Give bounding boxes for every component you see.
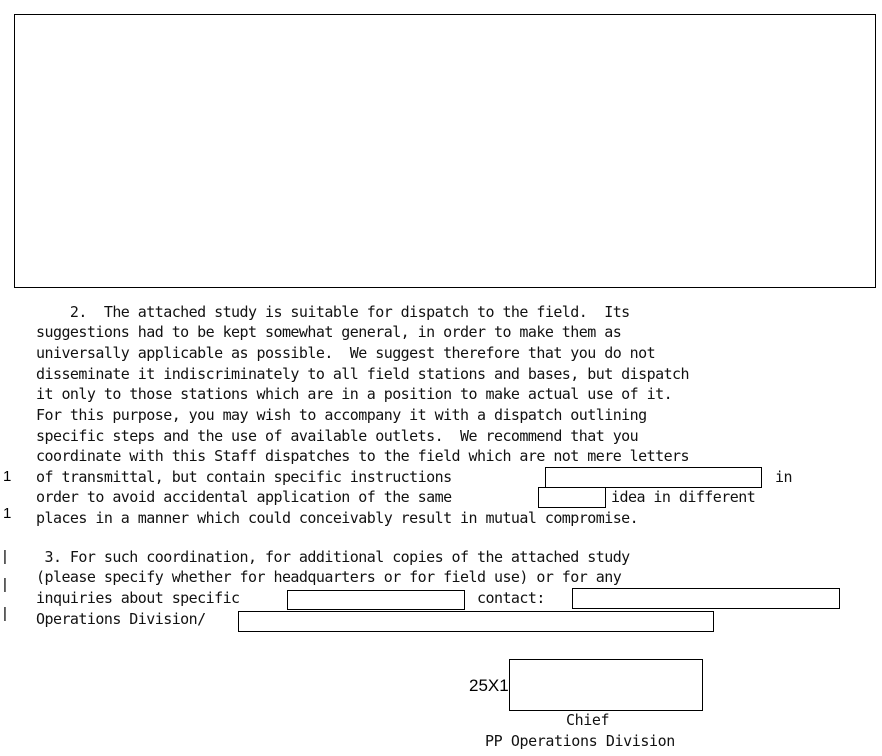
margin-mark-5: | (3, 605, 7, 622)
redaction-instructions (545, 467, 762, 488)
paragraph-2-line-5: it only to those stations which are in a position to make actual use of it. (36, 385, 673, 403)
paragraph-3-line-3-contact: contact: (477, 589, 545, 607)
paragraph-2-line-1: 2. The attached study is suitable for dispatch to the field. Its (36, 303, 630, 321)
paragraph-2-line-11: places in a manner which could conceivably result in mutual compromise. (36, 509, 639, 527)
signature-division: PP Operations Division (485, 732, 675, 750)
margin-mark-2: 1 (3, 505, 12, 522)
signature-title: Chief (566, 711, 610, 729)
paragraph-2-line-3: universally applicable as possible. We suggest therefore that you do not (36, 344, 656, 362)
paragraph-2-line-8: coordinate with this Staff dispatches to the field which are not mere letters (36, 447, 690, 465)
paragraph-2-line-6: For this purpose, you may wish to accompany it with a dispatch outlining (36, 406, 647, 424)
paragraph-3-line-4: Operations Division/ (36, 610, 206, 628)
margin-mark-3: | (3, 548, 7, 565)
paragraph-2-line-4: disseminate it indiscriminately to all field stations and bases, but dispatch (36, 365, 690, 383)
paragraph-2-line-2: suggestions had to be kept somewhat general, in order to make them as (36, 323, 622, 341)
paragraph-2-line-10-start: order to avoid accidental application of the same (36, 488, 452, 506)
redaction-same-idea (538, 487, 606, 508)
paragraph-3-line-1: 3. For such coordination, for additional copies of the attached study (36, 548, 630, 566)
redaction-specific (287, 590, 465, 610)
paragraph-2-line-9-start: of transmittal, but contain specific instructions (36, 468, 452, 486)
paragraph-2-line-7: specific steps and the use of available outlets. We recommend that you (36, 427, 639, 445)
redaction-signature (509, 659, 703, 711)
redaction-operations-division (238, 611, 714, 632)
paragraph-3-line-2: (please specify whether for headquarters or for field use) or for any (36, 568, 622, 586)
redaction-block-top (14, 14, 876, 288)
paragraph-2-line-10-end: idea in different (611, 488, 756, 506)
paragraph-2-line-9-end: in (775, 468, 792, 486)
paragraph-3-line-3-start: inquiries about specific (36, 589, 240, 607)
redaction-contact (572, 588, 840, 609)
declassification-stamp: 25X1 (469, 676, 509, 695)
margin-mark-4: | (3, 576, 7, 593)
margin-mark-1: 1 (3, 468, 12, 485)
